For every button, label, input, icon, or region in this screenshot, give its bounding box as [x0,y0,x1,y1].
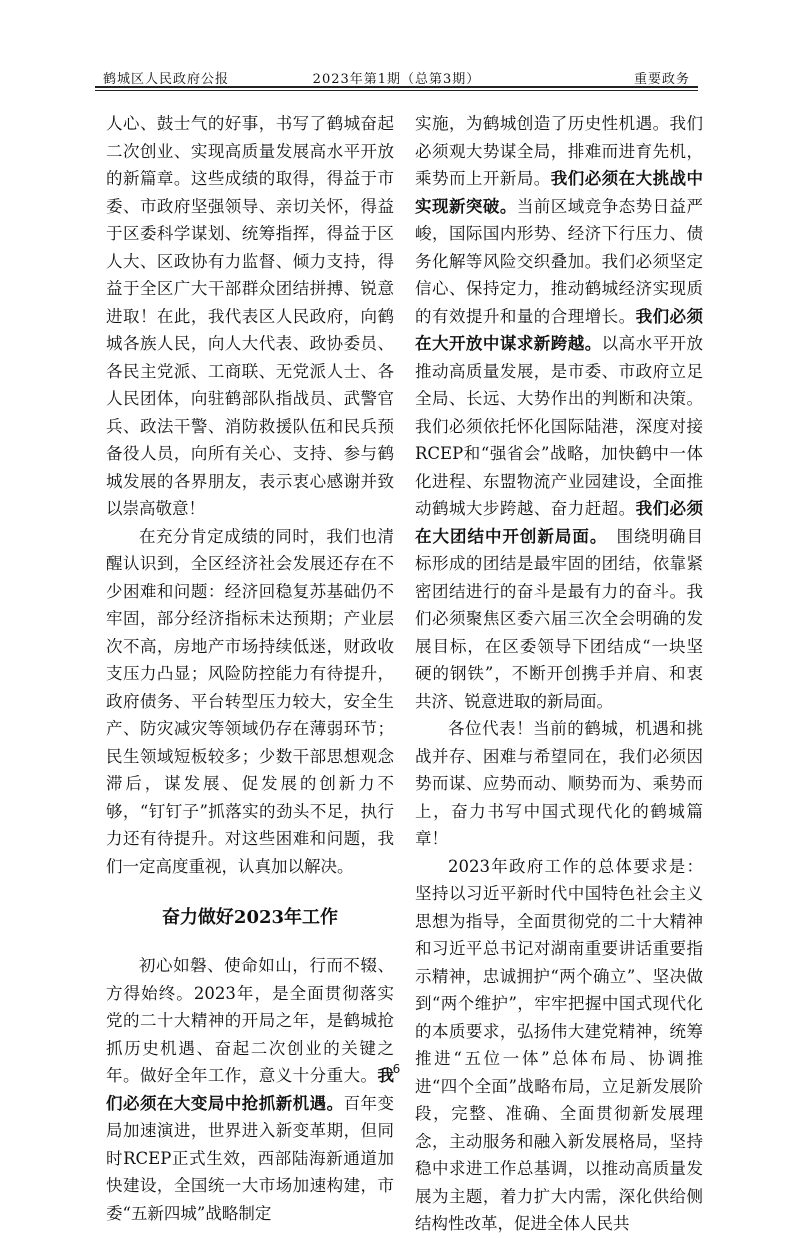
section-heading: 奋力做好2023年工作 [161,907,339,928]
paragraph [415,110,703,715]
bold-statement: 我们必须在大变局中抢抓新机遇。 [106,1066,394,1113]
header-rule-thick [95,86,698,88]
paragraph-text: 初心如磐、使命如山，行而不辍、方得始终。2023年，是全面贯彻落实党的二十大精神的开局之年，是鹤城抢抓历史机遇、奋起二次创业的关键之年。做好全年工作，意义十分重大。 [106,956,394,1085]
paragraph: 在充分肯定成绩的同时，我们也清醒认识到，全区经济社会发展还存在不少困难和问题：经济回稳复苏基础仍不牢固，部分经济指标未达预期；产业层次不高，房地产市场持续低迷，财政收支压力凸显；风险防控能力有待提升，政府债务、平台转型压力较大，安全生产、防灾减灾等领域仍存在薄弱环节；民生领域短板较多；少数干部思想观念滞后，谋发展、促发展的创新力不够，“钉钉子”抓落实的劲头不足，执行力还有待提升。对这些困难和问题，我们一定高度重视，认真加以解决。 [106,526,394,876]
header-rule-thin [95,90,698,91]
paragraph: 2023年政府工作的总体要求是：坚持以习近平新时代中国特色社会主义思想为指导，全面贯彻党的二十大精神和习近平总书记对湖南重要讲话重要指示精神，忠诚拥护“两个确立”、坚决做到“两个维护”，牢牢把握中国式现代化的本质要求，弘扬伟大建党精神，统筹推进“五位一体”总体布局、协调推进“四个全面”战略布局，立足新发展阶段，完整、准确、全面贯彻新发展理念，主动服务和融入新发展格局，坚持稳中求进工作总基调，以推动高质量发展为主题，着力扩大内需，深化供给侧结构性改革，促进全体人民共 [415,856,703,1233]
bold-statement: 我们必须在大开放中谋求新跨越。 [415,306,703,353]
paragraph: 人心、鼓士气的好事，书写了鹤城奋起二次创业、实现高质量发展高水平开放的新篇章。这些成绩的取得，得益于市委、市政府坚强领导、亲切关怀，得益于区委科学谋划、统筹指挥，得益于区人大、区政协有力监督、倾力支持，得益于全区广大干部群众团结拼搏、锐意进取！在此，我代表区人民政府，向鹤城各族人民，向人大代表、政协委员、各民主党派、工商联、无党派人士、各人民团体，向驻鹤部队指战员、武警官兵、政法干警、消防救援队伍和民兵预备役人员，向所有关心、支持、参与鹤城发展的各界朋友，表示衷心感谢并致以崇高敬意！ [106,114,394,518]
header-issue: 2023年第1期（总第3期） [312,72,481,87]
bold-statement: 我们必须在大挑战中实现新突破。 [415,169,703,216]
paragraph-text: 实施，为鹤城创造了历史性机遇。我们必须观大势谋全局，排难而进育先机，乘势而上开新局。 [415,114,703,188]
paragraph [106,952,394,1227]
page-number: 6 [392,1062,401,1076]
header-section: 重要政务 [633,72,690,87]
paragraph-text: 百年变局加速演进，世界进入新变革期，但同时RCEP正式生效，西部陆海新通道加快建设，全国统一大市场加速构建，市委“五新四城”战略制定 [106,1093,394,1223]
paragraph-text: 围绕明确目标形成的团结是最牢固的团结，依靠紧密团结进行的奋斗是最有力的奋斗。我们必须聚焦区委六届三次全会明确的发展目标，在区委领导下团结成“一块坚硬的钢铁”，不断开创携手并肩、和衷共济、锐意进取的新局面。 [415,526,703,711]
paragraph-text: 当前区域竞争态势日益严峻，国际国内形势、经济下行压力、债务化解等风险交织叠加。我们必须坚定信心、保持定力，推动鹤城经济实现质的有效提升和量的合理增长。 [415,196,703,326]
paragraph-text: 以高水平开放推动高质量发展，是市委、市政府立足全局、长远、大势作出的判断和决策。我们必须依托怀化国际陆港，深度对接RCEP和“强省会”战略，加快鹤中一体化进程、东盟物流产业园建设，全面推动鹤城大步跨越、奋力赶超。 [415,334,703,518]
paragraph: 各位代表！当前的鹤城，机遇和挑战并存、困难与希望同在，我们必须因势而谋、应势而动、顺势而为、乘势而上，奋力书写中国式现代化的鹤城篇章！ [415,719,703,848]
header-publication-title: 鹤城区人民政府公报 [103,72,230,87]
left-column [106,110,394,1227]
bold-statement: 我们必须在大团结中开创新局面。 [415,499,703,546]
running-header [95,60,698,86]
